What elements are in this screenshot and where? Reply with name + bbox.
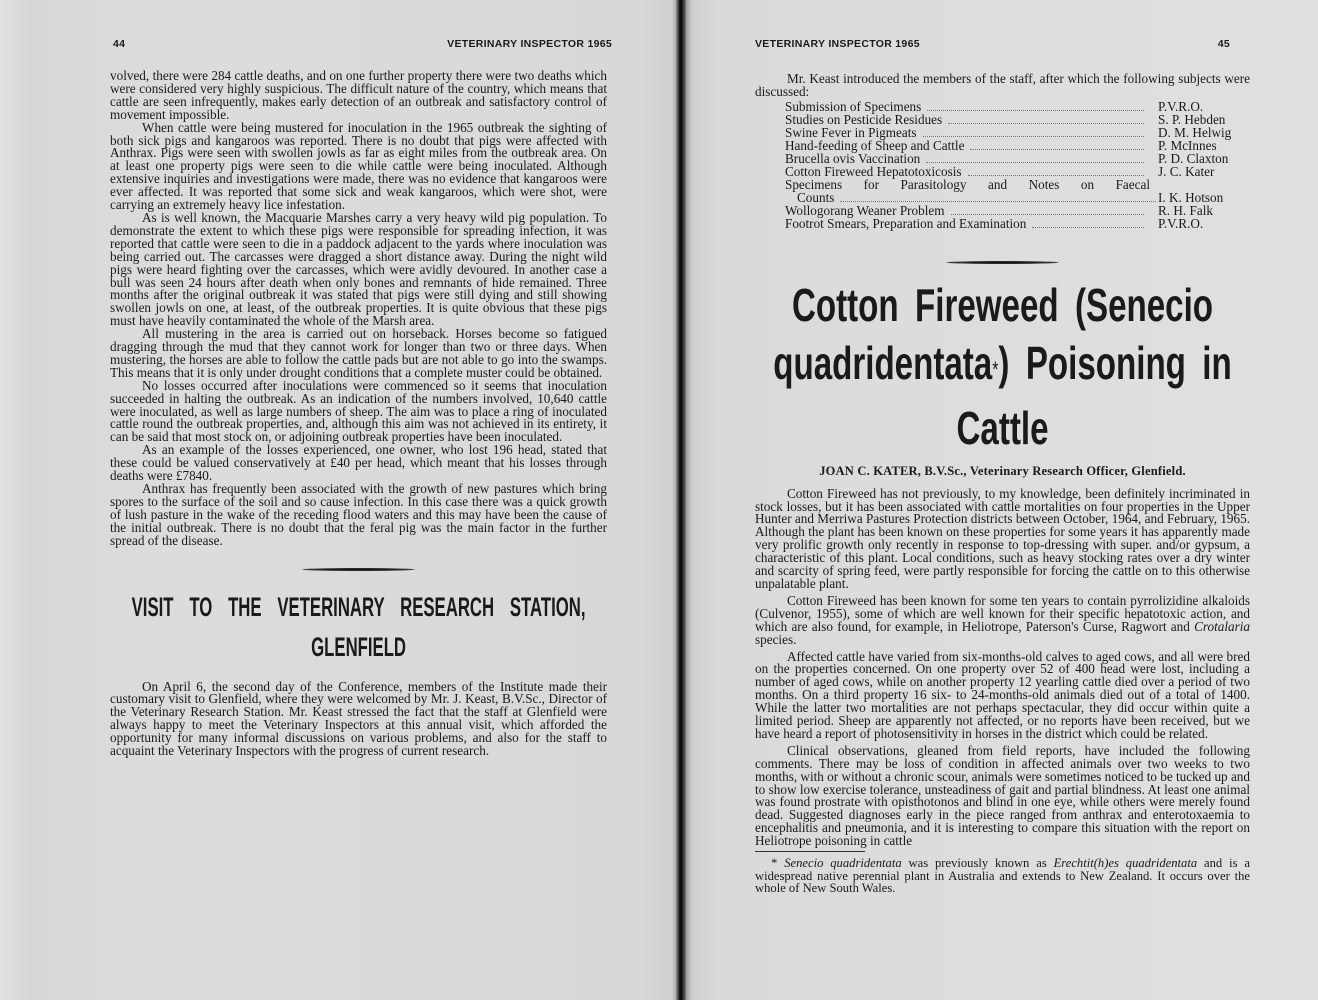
subject: Submission of Specimens [785,98,922,114]
paragraph: All mustering in the area is carried out on horseback. Horses become so fatigued dragging through the mud that they cannot work for longer than two or three days. When mustering, the horses are able to follow the cattle pads but are not able to go into the swamps. This means that it is only under drought conditions that a complete muster could be obtained. [110,326,607,380]
section-title-line1: VISIT TO THE VETERINARY RESEARCH STATION, [131,591,586,622]
presenter: R. H. Falk [1158,202,1213,218]
paragraph: No losses occurred after inoculations were commenced so it seems that inoculation succeeded in halting the outbreak. As an indication of the numbers involved, 10,640 cattle were inoculated, as well as large numbers of sheep. The aim was to place a ring of inoculated cattle round the outbreak properties, and, although this aim was not achieved in its entirety, it can be said that most stock on, or adjoining outbreak properties have been inoculated. [110,377,607,445]
subject: Brucella ovis Vaccination [785,150,921,166]
footnote-divider [755,851,865,852]
subject: Wollogorang Weaner Problem [785,202,945,218]
paragraph: As an example of the losses experienced, one owner, who lost 196 head, stated that these could be valued conservatively at £40 per head, which meant that his losses through deaths were £7840. [110,442,607,484]
paragraph: Clinical observations, gleaned from field reports, have included the following comments. There may be loss of condition in affected animals over two weeks to two months, with or without a chronic scour, animals were sometimes noticed to be tucked up and to show low exercise tolerance, unsteadiness of gait and partial blindness. At least one animal was found prostrate with opisthotonos and blind in one eye, while others were merely found dead. Suggested diagnoses early in the piece ranged from anthrax and enterotoxaemia to encephalitis and pneumonia, and it is interesting to compare this situation with the report on Heliotrope poisoning in cattle [755,742,1250,849]
paragraph: As is well known, the Macquarie Marshes carry a very heavy wild pig population. To demonstrate the extent to which these pigs were responsible for spreading infection, it was reported that cattle were seen to die in a paddock adjacent to the yards where inoculation was being carried out. The carcasses were dragged a short distance away. During the night wild pigs were heard fighting over the carcasses, which were avidly devoured. In another case a bull was seen 24 hours after death when only bones and remnants of hide remained. Three months after the original outbreak it was stated that pigs were still dying and still showing swollen jowls on one, at least, of the outbreak properties. It is quite obvious that these pigs must have heavily contaminated the whole of the Marsh area. [110,209,607,329]
page-number: 45 [1217,38,1230,50]
running-head: VETERINARY INSPECTOR 1965 [755,38,920,50]
section-divider [302,568,415,571]
section-heading [110,587,607,667]
paragraph: When cattle were being mustered for inoculation in the 1965 outbreak the sighting of both sick pigs and kangaroos was reported. There is no doubt that pigs were affected with Anthrax. Pigs were seen with swollen jowls as far as eight miles from the outbreak area. On at least one property pigs were seen to die while cattle were being inoculated. Although extensive inquiries and investigations were made, there was no evidence that kangaroos were ever affected. It was reported that some sick and weak kangaroos, which were shot, were carrying an extremely heavy lice infestation. [110,119,607,213]
right-column [755,73,1250,895]
paragraph: Affected cattle have varied from six-months-old calves to aged cows, and all were bred on the properties concerned. On one property over 52 of 400 head were lost, including a number of aged cows, while on another property 12 yearling cattle died over a period of two months. On a third property 16 six- to 24-months-old animals died out of a total of 1400. While the latter two mortalities are not perhaps spectacular, they did occur within quite a limited period. Sheep are apparently not affected, or no reports have been received, but we have heard a report of photosensitivity in horses in the district which could be related. [755,648,1250,741]
title-species: quadridentata [773,336,993,389]
subject: Swine Fever in Pigmeats [785,124,917,140]
left-column [110,70,607,758]
subject: Hand-feeding of Sheep and Cattle [785,137,965,153]
paragraph: Cotton Fireweed has been known for some ten years to contain pyrrolizidine alkaloids (Culvenor, 1955), some of which are well known for their specific hepatotoxic action, and which are also found, for example, in Heliotrope, Paterson's Curse, Ragwort and Crotalaria species. [755,592,1250,647]
page-number: 44 [113,38,126,50]
paragraph: volved, there were 284 cattle deaths, and on one further property there were two deaths which were considered very highly suspicious. The difficult nature of the country, which means that cattle are seen infrequently, makes early detection of an outbreak and satisfactory control of movement impossible. [110,68,607,122]
subject: Cotton Fireweed Hepatotoxicosis [785,163,962,179]
list-item [785,215,1250,231]
subjects-list [785,98,1250,231]
subject: Studies on Pesticide Residues [785,111,943,127]
section-title-line2: GLENFIELD [311,631,406,662]
book-gutter [676,0,686,1000]
title-rest: ) Poisoning in Cattle [956,336,1232,454]
paragraph: Cotton Fireweed has not previously, to my knowledge, been definitely incriminated in stock losses, but it has been associated with cattle mortalities on four properties in the Upper Hunter and Merriwa Pastures Protection districts between October, 1964, and February, 1965. Although the plant has been known on these properties for some years it has apparently made very prolific growth only recently in response to top-dressing with super. and/or gypsum, a characteristic of this plant. Local conditions, such as heavy stocking rates over a dry winter and scarcity of spring feed, were partly responsible for forcing the cattle on to this otherwise unpalatable plant. [755,485,1250,591]
subject: Footrot Smears, Preparation and Examination [785,215,1027,231]
presenter: D. M. Helwig [1158,124,1232,140]
presenter: I. K. Hotson [1158,189,1224,205]
presenter: P.V.R.O. [1158,215,1204,231]
article-title-line2 [753,334,1252,457]
presenter: S. P. Hebden [1158,111,1226,127]
paragraph: Anthrax has frequently been associated with the growth of new pastures which bring spores to the surface of the soil and so cause infection. In this case there was a quick growth of lush pasture in the wake of the receding flood waters and this may have been the cause of the initial outbreak. There is no doubt that the feral pig was the main factor in the further spread of the disease. [110,481,607,548]
footnote: * Senecio quadridentata was previously known as Erechtit(h)es quadridentata and is a widespread native perennial plant in Australia and extends to New Zealand. It occurs over the whole of New South Wales. [755,856,1250,896]
presenter: J. C. Kater [1158,163,1215,179]
right-page [680,0,1318,1000]
footnote-marker: * [992,356,999,382]
presenter: P. D. Claxton [1158,150,1229,166]
paragraph: Mr. Keast introduced the members of the staff, after which the following subjects were discussed: [755,71,1250,99]
paragraph: On April 6, the second day of the Conference, members of the Institute made their customary visit to Glenfield, where they were welcomed by Mr. J. Keast, B.V.Sc., Director of the Veterinary Research Station. Mr. Keast stressed the fact that the staff at Glenfield were always happy to meet the Veterinary Inspectors at this annual visit, which afforded the opportunity for many informal discussions on various problems, and also for the staff to acquaint the Veterinary Inspectors with the progress of current research. [110,678,607,759]
section-divider [946,261,1059,264]
article-title-line1: Cotton Fireweed (Senecio [791,278,1214,331]
presenter: P.V.R.O. [1158,98,1204,114]
subject: Specimens for Parasitology and Notes on Faecal [785,176,1150,192]
subject-continued: Counts [797,189,835,205]
article-heading [755,276,1250,457]
presenter: P. McInnes [1158,137,1217,153]
running-head: VETERINARY INSPECTOR 1965 [447,38,612,50]
byline: JOAN C. KATER, B.V.Sc., Veterinary Research Officer, Glenfield. [819,463,1186,478]
